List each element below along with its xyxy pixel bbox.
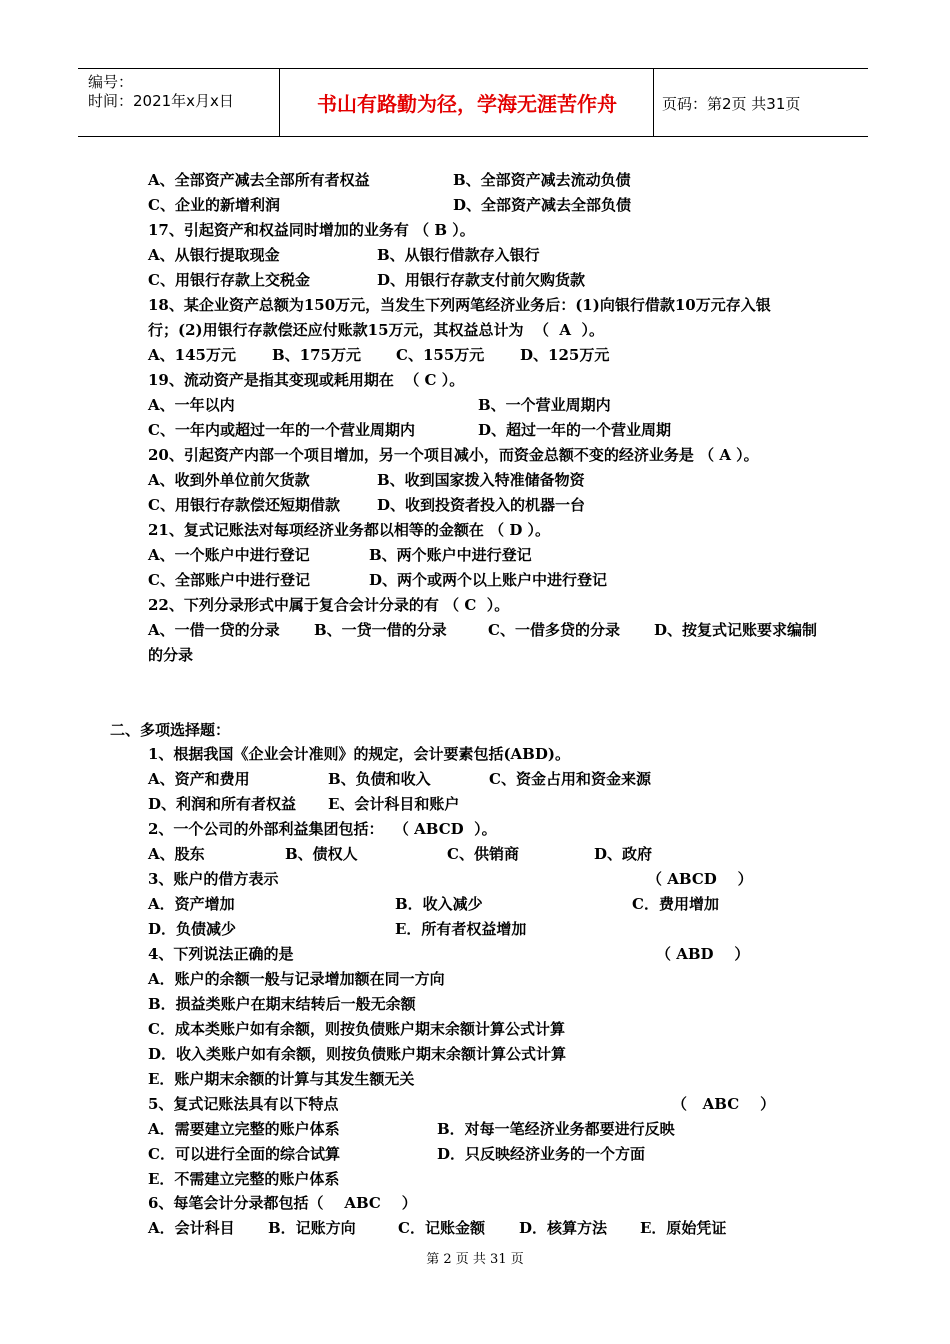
- option-line: E．原始凭证: [640, 1219, 727, 1237]
- question-line: 17、引起资产和权益同时增加的业务有 （ B ）。: [148, 221, 475, 239]
- option-line: B、负债和收入: [328, 770, 431, 788]
- option-line: D．收入类账户如有余额，则按负债账户期末余额计算公式计算: [148, 1045, 567, 1063]
- option-line: E、会计科目和账户: [328, 795, 460, 813]
- option-line: B、一贷一借的分录: [314, 621, 447, 639]
- option-line: B．收入减少: [395, 895, 483, 913]
- option-line: D．负债减少: [148, 920, 237, 938]
- option-line: D．只反映经济业务的一个方面: [437, 1145, 646, 1163]
- option-line: B、一个营业周期内: [478, 396, 611, 414]
- option-line: D、超过一年的一个营业周期: [478, 421, 672, 439]
- option-line: D、收到投资者投入的机器一台: [377, 496, 586, 514]
- option-line: D、按复式记账要求编制: [654, 621, 818, 639]
- question-line: 1、根据我国《企业会计准则》的规定，会计要素包括(ABD)。: [148, 745, 570, 763]
- question-line: 5、复式记账法具有以下特点: [148, 1095, 339, 1113]
- option-line: A．账户的余额一般与记录增加额在同一方向: [148, 970, 445, 988]
- option-line: D．核算方法: [519, 1219, 608, 1237]
- option-line: C、全部账户中进行登记: [148, 571, 310, 589]
- option-line: E．所有者权益增加: [395, 920, 527, 938]
- question-line: 行；(2)用银行存款偿还应付账款15万元，其权益总计为 （ A ）。: [148, 321, 604, 339]
- option-line: B、175万元: [272, 346, 361, 364]
- option-line: C．记账金额: [398, 1219, 485, 1237]
- option-line: C．可以进行全面的综合试算: [148, 1145, 340, 1163]
- answer-label: （ ABD ）: [656, 945, 750, 963]
- option-line: B、债权人: [285, 845, 358, 863]
- option-line: D、利润和所有者权益: [148, 795, 297, 813]
- option-line: C、用银行存款偿还短期借款: [148, 496, 340, 514]
- option-line: C、155万元: [396, 346, 485, 364]
- option-line: C、一年内或超过一年的一个营业周期内: [148, 421, 415, 439]
- option-line: A、从银行提取现金: [148, 246, 280, 264]
- option-line: C、一借多贷的分录: [488, 621, 620, 639]
- option-line: C．成本类账户如有余额，则按负债账户期末余额计算公式计算: [148, 1020, 565, 1038]
- question-line: 4、下列说法正确的是: [148, 945, 294, 963]
- option-line: A．会计科目: [148, 1219, 235, 1237]
- option-line: C、企业的新增利润: [148, 196, 280, 214]
- question-line: 18、某企业资产总额为150万元，当发生下列两笔经济业务后：(1)向银行借款10万元存入银: [148, 296, 771, 314]
- header-divider: [279, 69, 280, 136]
- option-line: C、用银行存款上交税金: [148, 271, 310, 289]
- header-page-label: 页码：第2页 共31页: [662, 95, 801, 113]
- option-line: A、收到外单位前欠货款: [148, 471, 310, 489]
- number-label: 编号：: [88, 73, 134, 91]
- header-meta: [88, 73, 234, 111]
- option-line: B．记账方向: [268, 1219, 356, 1237]
- option-line: A、全部资产减去全部所有者权益: [148, 171, 370, 189]
- option-line: B、收到国家拨入特准储备物资: [377, 471, 585, 489]
- question-line: 6、每笔会计分录都包括（ ABC ）: [148, 1194, 417, 1212]
- option-line: D、政府: [594, 845, 653, 863]
- option-line: B．对每一笔经济业务都要进行反映: [437, 1120, 675, 1138]
- option-line: B、从银行借款存入银行: [377, 246, 540, 264]
- option-line: D、全部资产减去全部负债: [453, 196, 632, 214]
- option-line: 的分录: [148, 646, 194, 664]
- page-header: [78, 68, 868, 137]
- option-line: C、供销商: [447, 845, 519, 863]
- option-line: A．资产增加: [148, 895, 235, 913]
- option-line: B、两个账户中进行登记: [369, 546, 532, 564]
- page-footer: 第 2 页 共 31 页: [426, 1252, 524, 1267]
- option-line: A、一年以内: [148, 396, 235, 414]
- option-line: B．损益类账户在期末结转后一般无余额: [148, 995, 416, 1013]
- question-line: 22、下列分录形式中属于复合会计分录的有 （ C ）。: [148, 596, 510, 614]
- option-line: B、全部资产减去流动负债: [453, 171, 631, 189]
- section-heading: 二、多项选择题：: [110, 721, 231, 739]
- answer-label: （ ABCD ）: [647, 870, 753, 888]
- option-line: A、一个账户中进行登记: [148, 546, 310, 564]
- option-line: C．费用增加: [632, 895, 719, 913]
- question-line: 3、账户的借方表示: [148, 870, 279, 888]
- header-divider: [653, 69, 654, 136]
- option-line: E．不需建立完整的账户体系: [148, 1170, 340, 1188]
- option-line: D、用银行存款支付前欠购货款: [377, 271, 586, 289]
- option-line: A．需要建立完整的账户体系: [148, 1120, 340, 1138]
- option-line: A、资产和费用: [148, 770, 250, 788]
- question-line: 21、复式记账法对每项经济业务都以相等的金额在 （ D ）。: [148, 521, 551, 539]
- header-motto: 书山有路勤为径，学海无涯苦作舟: [317, 92, 617, 116]
- question-line: 2、一个公司的外部利益集团包括： （ ABCD ）。: [148, 820, 497, 838]
- option-line: D、125万元: [520, 346, 610, 364]
- time-label: 时间：2021年x月x日: [88, 92, 234, 110]
- option-line: E．账户期末余额的计算与其发生额无关: [148, 1070, 415, 1088]
- question-line: 20、引起资产内部一个项目增加，另一个项目减小，而资金总额不变的经济业务是 （ A ）。: [148, 446, 759, 464]
- option-line: A、145万元: [148, 346, 236, 364]
- option-line: A、一借一贷的分录: [148, 621, 280, 639]
- option-line: C、资金占用和资金来源: [489, 770, 651, 788]
- question-line: 19、流动资产是指其变现或耗用期在 （ C ）。: [148, 371, 465, 389]
- answer-label: （ ABC ）: [672, 1095, 776, 1113]
- option-line: A、股东: [148, 845, 205, 863]
- option-line: D、两个或两个以上账户中进行登记: [369, 571, 608, 589]
